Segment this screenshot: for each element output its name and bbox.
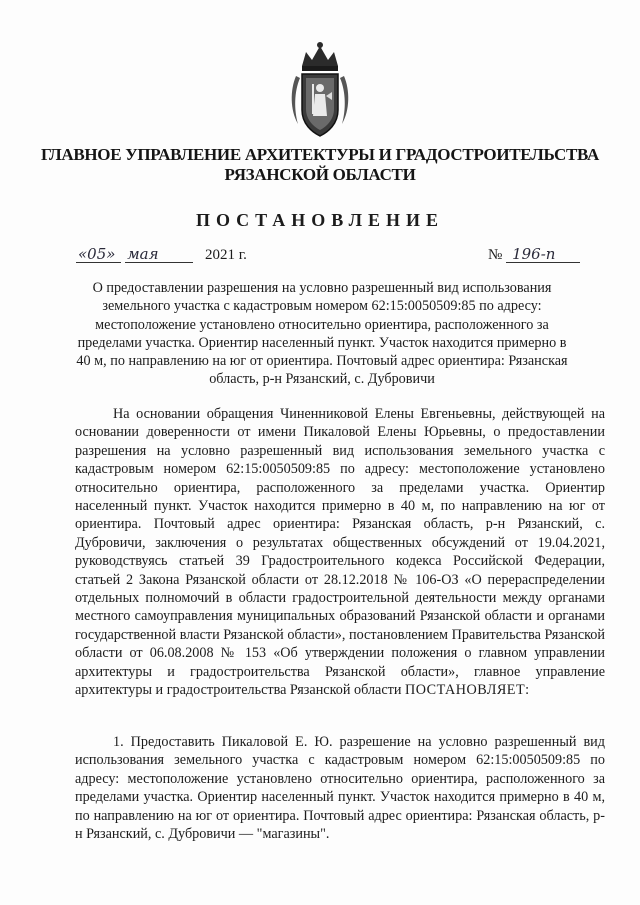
number-value: 196-п bbox=[506, 246, 580, 263]
body-paragraph-preamble bbox=[75, 405, 605, 700]
number-prefix: № bbox=[488, 247, 503, 263]
document-date bbox=[76, 246, 247, 264]
ryazan-coat-of-arms-icon bbox=[288, 40, 352, 140]
organization-name-line2: РЯЗАНСКОЙ ОБЛАСТИ bbox=[224, 165, 416, 184]
document-type-title: ПОСТАНОВЛЕНИЕ bbox=[195, 210, 445, 230]
preamble-text: На основании обращения Чиненниковой Елены Евгеньевны, действующей на основании доверенности от имени Пикаловой Елены Юрьевны, о предоставлении разрешения на условно разрешенный вид использования земельного участка с кадастровым номером 62:15:0050509:85 по адресу: местоположение установлено относительно ориентира, расположенного за пределами участка. Ориентир населенный пункт. Участок находится примерно в 40 м, по направлению на юг от ориентира. Почтовый адрес ориентира: Рязанская область, р-н Рязанский, с. Дубровичи, заключения о результатах общественных обсуждений от 19.04.2021, руководствуясь статьей 39 Градостроительного кодекса Российской Федерации, статьей 2 Закона Рязанской области от 28.12.2018 № 106-ОЗ «О перераспределении отдельных полномочий в области градостроительной деятельности между органами местного самоуправления муниципальных образований Рязанской области и органами государственной власти Рязанской области», постановлением Правительства Рязанской области от 06.08.2008 № 153 «Об утверждении положения о главном управлении архитектуры и градостроительства Рязанской области», главное управление архитектуры и градостроительства Рязанской области bbox=[75, 406, 605, 699]
preamble-resolution-word: ПОСТАНОВЛЯЕТ: bbox=[404, 682, 530, 699]
body-paragraph-item-1: 1. Предоставить Пикаловой Е. Ю. разрешение на условно разрешенный вид использования земельного участка с кадастровым номером 62:15:0050509:85 по адресу: местоположение установлено относительно ориентира, расположенного за пределами участка. Ориентир населенный пункт. Участок находится примерно в 40 м, по направлению на юг от ориентира. Почтовый адрес ориентира: Рязанская область, р-н Рязанский, с. Дубровичи — "магазины". bbox=[75, 734, 605, 843]
document-subject: О предоставлении разрешения на условно разрешенный вид использования земельного участка с кадастровым номером 62:15:0050509:85 по адресу: местоположение установлено относительно ориентира, расположенного за пределами участка. Ориентир населенный пункт. Участок находится примерно в 40 м, по направлению на юг от ориентира. Почтовый адрес ориентира: Рязанская область, р-н Рязанский, с. Дубровичи bbox=[76, 280, 568, 388]
date-month: мая bbox=[125, 246, 193, 263]
date-year: 2021 г. bbox=[204, 247, 247, 263]
document-number bbox=[488, 246, 580, 264]
date-day: «05» bbox=[76, 246, 121, 263]
organization-name-line1: ГЛАВНОЕ УПРАВЛЕНИЕ АРХИТЕКТУРЫ И ГРАДОСТРОИТЕЛЬСТВА bbox=[41, 145, 599, 164]
